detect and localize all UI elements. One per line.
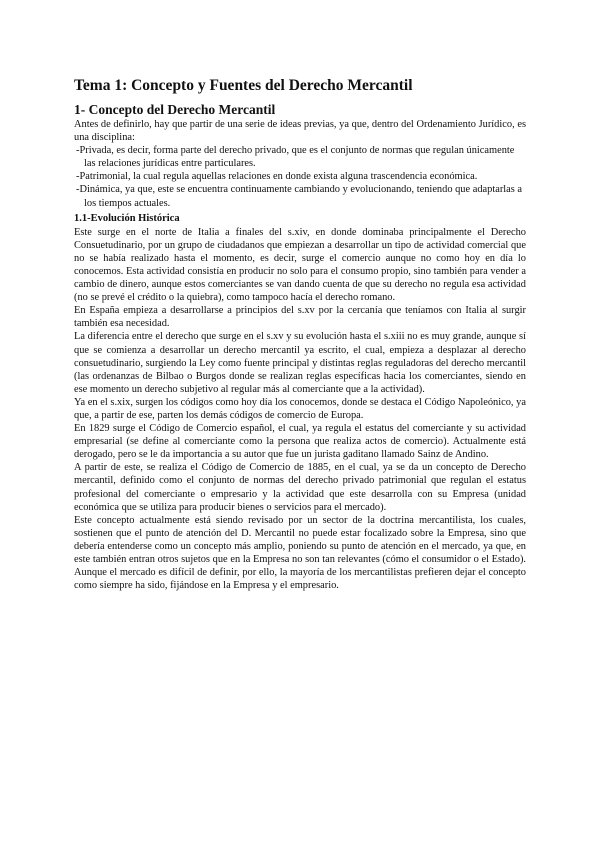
document-title: Tema 1: Concepto y Fuentes del Derecho Mercantil — [74, 77, 413, 94]
paragraph: Este surge en el norte de Italia a finales del s.xiv, en donde dominaba principalmente el Derecho Consuetudinario, por un grupo de ciudadanos que empiezan a desarrollar un tipo de actividad comercial que no se había realizado hasta el momento, es decir, surge el comercio aunque no como hoy en día lo conocemos. Esta actividad consistía en producir no solo para el consumo propio, sino también para vender a cambio de dinero, aunque estos comerciantes se van dando cuenta de que su derecho no regula esa actividad (no se prevé el crédito o la quiebra), como tampoco hacía el derecho romano. — [74, 226, 526, 304]
paragraph: En España empieza a desarrollarse a principios del s.xv por la cercanía que teníamos con Italia al surgir también esa necesidad. — [74, 305, 526, 330]
paragraph: Ya en el s.xix, surgen los códigos como hoy día los conocemos, donde se destaca el Código Napoleónico, ya que, a partir de ese, parten los demás códigos de comercio de Europa. — [74, 396, 526, 421]
subsection-heading: 1.1-Evolución Histórica — [74, 212, 180, 224]
section-heading: 1- Concepto del Derecho Mercantil — [74, 102, 276, 117]
list-item: -Dinámica, ya que, este se encuentra continuamente cambiando y evolucionando, teniendo que adaptarlas a los tiempos actuales. — [76, 184, 523, 209]
paragraph: En 1829 surge el Código de Comercio español, el cual, ya regula el estatus del comerciante y su actividad empresarial (se define al comerciante como la persona que realiza actos de comercio). Actualmente está derogado, pero se le da importancia a su autor que fue un jurista gaditano llamado Sainz de Andino. — [74, 423, 526, 461]
list-item: -Privada, es decir, forma parte del derecho privado, que es el conjunto de normas que regulan únicamente las relaciones jurídicas entre particulares. — [76, 145, 515, 170]
list-item: -Patrimonial, la cual regula aquellas relaciones en donde exista alguna trascendencia económica. — [76, 171, 478, 183]
paragraph: A partir de este, se realiza el Código de Comercio de 1885, en el cual, ya se da un concepto de Derecho mercantil, definido como el conjunto de normas del derecho privado patrimonial que regulan el estatus profesional del comerciante o empresario y la actividad que este desarrolla con su Empresa (unidad económica que se utiliza para producir bienes o servicios para el mercado). — [74, 462, 526, 513]
paragraph: La diferencia entre el derecho que surge en el s.xv y su evolución hasta el s.xiii no es muy grande, aunque sí que se comienza a desarrollar un derecho mercantil ya escrito, el cual, empieza a desplazar al derecho consuetudinario, surgiendo la Ley como fuente principal y distintas reglas reguladoras del derecho mercantil (las ordenanzas de Bilbao o Burgos donde se realizan reglas específicas hacia los comerciantes, siendo en ese momento un derecho subjetivo al regular más al comerciante que a la actividad). — [74, 331, 526, 395]
paragraph: Este concepto actualmente está siendo revisado por un sector de la doctrina mercantilista, los cuales, sostienen que el punto de atención del D. Mercantil no puede estar focalizado sobre la Empresa, sino que debería entenderse como un concepto más amplio, poniendo su punto de atención en el mercado, ya que, en este también entran otros sujetos que en la Empresa no son tan relevantes (cómo el consumidor o el Estado). Aunque el mercado es difícil de definir, por ello, la mayoría de los mercantilistas prefieren dejar el concepto como siempre ha sido, fijándose en la Empresa y el empresario. — [74, 514, 526, 592]
intro-paragraph: Antes de definirlo, hay que partir de una serie de ideas previas, ya que, dentro del Ordenamiento Jurídico, es una disciplina: — [74, 119, 526, 144]
characteristics-list — [74, 144, 526, 209]
document-body — [74, 76, 526, 592]
